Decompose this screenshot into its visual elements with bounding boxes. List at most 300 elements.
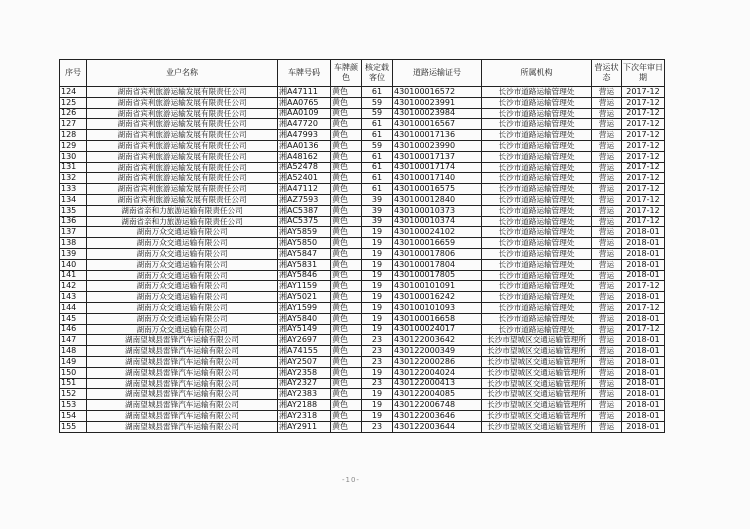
cell-plate-color: 黄色 [331,238,362,249]
cell-status: 营运 [592,421,622,432]
cell-company-name: 湖南万众交通运输有限公司 [87,324,278,335]
cell-seq: 130 [60,151,87,162]
cell-seat-count: 19 [362,367,393,378]
cell-review-date: 2018-01 [622,227,665,238]
table-body [60,87,665,433]
cell-plate-color: 黄色 [331,173,362,184]
cell-seq: 141 [60,270,87,281]
cell-plate-number: 湘A47720 [278,119,331,130]
cell-seat-count: 19 [362,389,393,400]
cell-organization: 长沙市道路运输管理处 [482,97,592,108]
table-row [60,421,665,432]
cell-seq: 155 [60,421,87,432]
cell-organization: 长沙市道路运输管理处 [482,292,592,303]
cell-permit-number: 430122006748 [393,400,482,411]
cell-seq: 135 [60,205,87,216]
cell-seat-count: 19 [362,259,393,270]
cell-seat-count: 39 [362,216,393,227]
cell-permit-number: 430100024102 [393,227,482,238]
cell-status: 营运 [592,410,622,421]
cell-review-date: 2017-12 [622,97,665,108]
cell-permit-number: 430100101091 [393,281,482,292]
cell-review-date: 2018-01 [622,259,665,270]
cell-seat-count: 19 [362,292,393,303]
table-row [60,292,665,303]
cell-plate-color: 黄色 [331,227,362,238]
cell-review-date: 2018-01 [622,270,665,281]
cell-organization: 长沙市望城区交通运输管理所 [482,400,592,411]
table-row [60,335,665,346]
cell-organization: 长沙市望城区交通运输管理所 [482,356,592,367]
cell-seq: 133 [60,184,87,195]
cell-permit-number: 430100023984 [393,108,482,119]
cell-seq: 143 [60,292,87,303]
cell-plate-color: 黄色 [331,216,362,227]
cell-plate-number: 湘AY2327 [278,378,331,389]
cell-status: 营运 [592,184,622,195]
header-permit: 道路运输证号 [393,60,482,87]
cell-review-date: 2017-12 [622,130,665,141]
cell-seq: 129 [60,140,87,151]
cell-plate-number: 湘AY5850 [278,238,331,249]
cell-status: 营运 [592,324,622,335]
cell-permit-number: 430122000349 [393,346,482,357]
cell-status: 营运 [592,313,622,324]
cell-permit-number: 430100016242 [393,292,482,303]
cell-plate-number: 湘AY5859 [278,227,331,238]
cell-plate-number: 湘AY5149 [278,324,331,335]
table-row [60,389,665,400]
cell-seq: 125 [60,97,87,108]
cell-plate-color: 黄色 [331,410,362,421]
cell-plate-color: 黄色 [331,389,362,400]
cell-organization: 长沙市道路运输管理处 [482,130,592,141]
cell-plate-number: 湘AY2911 [278,421,331,432]
table-row [60,259,665,270]
cell-plate-number: 湘AY1599 [278,302,331,313]
cell-company-name: 湖南省宾利旅游运输发展有限责任公司 [87,130,278,141]
cell-seq: 144 [60,302,87,313]
cell-company-name: 湖南省宾利旅游运输发展有限责任公司 [87,162,278,173]
cell-company-name: 湖南万众交通运输有限公司 [87,227,278,238]
cell-plate-color: 黄色 [331,248,362,259]
cell-company-name: 湖南省宾利旅游运输发展有限责任公司 [87,87,278,98]
cell-organization: 长沙市望城区交通运输管理所 [482,367,592,378]
cell-organization: 长沙市道路运输管理处 [482,205,592,216]
cell-organization: 长沙市道路运输管理处 [482,162,592,173]
cell-review-date: 2017-12 [622,108,665,119]
table-row [60,281,665,292]
cell-organization: 长沙市道路运输管理处 [482,173,592,184]
cell-status: 营运 [592,302,622,313]
cell-company-name: 湖南望城县雷锋汽车运输有限公司 [87,389,278,400]
cell-organization: 长沙市道路运输管理处 [482,119,592,130]
cell-status: 营运 [592,130,622,141]
cell-seat-count: 61 [362,87,393,98]
cell-review-date: 2018-01 [622,248,665,259]
cell-company-name: 湖南万众交通运输有限公司 [87,270,278,281]
cell-company-name: 湖南万众交通运输有限公司 [87,281,278,292]
cell-permit-number: 430100101093 [393,302,482,313]
cell-plate-color: 黄色 [331,270,362,281]
table-row [60,108,665,119]
header-name: 业户名称 [87,60,278,87]
cell-seat-count: 39 [362,194,393,205]
vehicle-table [59,59,665,433]
header-org: 所属机构 [482,60,592,87]
table-row [60,378,665,389]
cell-permit-number: 430100017136 [393,130,482,141]
cell-organization: 长沙市道路运输管理处 [482,194,592,205]
table-row [60,184,665,195]
cell-seat-count: 23 [362,378,393,389]
cell-plate-color: 黄色 [331,119,362,130]
cell-plate-number: 湘AY2188 [278,400,331,411]
cell-seq: 148 [60,346,87,357]
table-row [60,140,665,151]
cell-seq: 128 [60,130,87,141]
cell-review-date: 2018-01 [622,410,665,421]
cell-review-date: 2017-12 [622,216,665,227]
cell-plate-number: 湘AY2358 [278,367,331,378]
cell-status: 营运 [592,400,622,411]
cell-review-date: 2018-01 [622,356,665,367]
cell-review-date: 2018-01 [622,378,665,389]
cell-status: 营运 [592,227,622,238]
header-color: 车牌颜色 [331,60,362,87]
cell-seq: 139 [60,248,87,259]
cell-organization: 长沙市道路运输管理处 [482,313,592,324]
cell-seq: 146 [60,324,87,335]
cell-plate-color: 黄色 [331,378,362,389]
cell-company-name: 湖南省宾利旅游运输发展有限责任公司 [87,184,278,195]
cell-plate-color: 黄色 [331,292,362,303]
cell-seq: 138 [60,238,87,249]
cell-plate-number: 湘A52478 [278,162,331,173]
cell-organization: 长沙市道路运输管理处 [482,324,592,335]
cell-status: 营运 [592,87,622,98]
cell-organization: 长沙市道路运输管理处 [482,248,592,259]
cell-permit-number: 430100010374 [393,216,482,227]
cell-status: 营运 [592,119,622,130]
cell-organization: 长沙市道路运输管理处 [482,87,592,98]
cell-seat-count: 19 [362,313,393,324]
cell-status: 营运 [592,292,622,303]
cell-permit-number: 430100017805 [393,270,482,281]
cell-organization: 长沙市道路运输管理处 [482,238,592,249]
cell-status: 营运 [592,335,622,346]
cell-plate-color: 黄色 [331,184,362,195]
cell-plate-number: 湘AY1159 [278,281,331,292]
cell-organization: 长沙市道路运输管理处 [482,281,592,292]
header-plate: 车牌号码 [278,60,331,87]
cell-plate-number: 湘A74155 [278,346,331,357]
cell-plate-number: 湘A52401 [278,173,331,184]
cell-plate-number: 湘A47993 [278,130,331,141]
table-row [60,356,665,367]
cell-organization: 长沙市道路运输管理处 [482,151,592,162]
table-row [60,227,665,238]
cell-plate-color: 黄色 [331,87,362,98]
cell-plate-color: 黄色 [331,162,362,173]
cell-seat-count: 23 [362,421,393,432]
cell-permit-number: 430100023991 [393,97,482,108]
table-row [60,302,665,313]
cell-status: 营运 [592,389,622,400]
cell-seat-count: 23 [362,346,393,357]
cell-seq: 136 [60,216,87,227]
cell-plate-color: 黄色 [331,313,362,324]
cell-plate-color: 黄色 [331,281,362,292]
cell-plate-color: 黄色 [331,302,362,313]
cell-seq: 131 [60,162,87,173]
cell-status: 营运 [592,151,622,162]
cell-seat-count: 19 [362,302,393,313]
cell-plate-number: 湘AY5831 [278,259,331,270]
cell-company-name: 湖南望城县雷锋汽车运输有限公司 [87,367,278,378]
cell-company-name: 湖南省宾利旅游运输发展有限责任公司 [87,119,278,130]
cell-company-name: 湖南省亲和力旅游运输有限责任公司 [87,216,278,227]
cell-review-date: 2017-12 [622,162,665,173]
table-row [60,400,665,411]
cell-company-name: 湖南省宾利旅游运输发展有限责任公司 [87,108,278,119]
cell-plate-color: 黄色 [331,421,362,432]
cell-plate-number: 湘AY5847 [278,248,331,259]
cell-plate-number: 湘AA0109 [278,108,331,119]
cell-organization: 长沙市望城区交通运输管理所 [482,346,592,357]
table-row [60,205,665,216]
cell-status: 营运 [592,216,622,227]
cell-review-date: 2018-01 [622,335,665,346]
cell-review-date: 2017-12 [622,119,665,130]
cell-plate-number: 湘AY5840 [278,313,331,324]
cell-plate-number: 湘AY5846 [278,270,331,281]
cell-status: 营运 [592,194,622,205]
cell-plate-number: 湘AC5387 [278,205,331,216]
cell-seq: 126 [60,108,87,119]
cell-permit-number: 430122003642 [393,335,482,346]
cell-seq: 151 [60,378,87,389]
table-row [60,313,665,324]
cell-company-name: 湖南省宾利旅游运输发展有限责任公司 [87,140,278,151]
table-row [60,173,665,184]
cell-organization: 长沙市道路运输管理处 [482,227,592,238]
header-seq: 序号 [60,60,87,87]
cell-permit-number: 430122000286 [393,356,482,367]
cell-seat-count: 61 [362,162,393,173]
cell-company-name: 湖南万众交通运输有限公司 [87,292,278,303]
cell-review-date: 2018-01 [622,292,665,303]
cell-organization: 长沙市道路运输管理处 [482,140,592,151]
cell-status: 营运 [592,238,622,249]
cell-company-name: 湖南万众交通运输有限公司 [87,302,278,313]
cell-permit-number: 430100016659 [393,238,482,249]
cell-status: 营运 [592,259,622,270]
cell-plate-number: 湘A47112 [278,184,331,195]
cell-plate-number: 湘A47111 [278,87,331,98]
cell-seq: 150 [60,367,87,378]
cell-permit-number: 430100010373 [393,205,482,216]
cell-permit-number: 430100016572 [393,87,482,98]
cell-company-name: 湖南望城县雷锋汽车运输有限公司 [87,346,278,357]
table-row [60,130,665,141]
cell-seat-count: 19 [362,281,393,292]
cell-seat-count: 61 [362,184,393,195]
cell-review-date: 2018-01 [622,421,665,432]
cell-seq: 124 [60,87,87,98]
cell-organization: 长沙市望城区交通运输管理所 [482,335,592,346]
cell-permit-number: 430122003646 [393,410,482,421]
table-row [60,324,665,335]
cell-seat-count: 19 [362,410,393,421]
cell-organization: 长沙市道路运输管理处 [482,302,592,313]
cell-organization: 长沙市望城区交通运输管理所 [482,378,592,389]
cell-plate-color: 黄色 [331,151,362,162]
cell-plate-number: 湘A48162 [278,151,331,162]
cell-plate-number: 湘AY5021 [278,292,331,303]
cell-permit-number: 430100017140 [393,173,482,184]
cell-status: 营运 [592,270,622,281]
cell-review-date: 2018-01 [622,346,665,357]
cell-plate-number: 湘AZ7593 [278,194,331,205]
cell-seat-count: 19 [362,400,393,411]
table-row [60,248,665,259]
cell-seat-count: 61 [362,130,393,141]
cell-plate-number: 湘AA0136 [278,140,331,151]
cell-organization: 长沙市道路运输管理处 [482,216,592,227]
cell-plate-number: 湘AY2383 [278,389,331,400]
cell-review-date: 2017-12 [622,140,665,151]
cell-status: 营运 [592,173,622,184]
cell-review-date: 2018-01 [622,367,665,378]
cell-permit-number: 430122003644 [393,421,482,432]
cell-status: 营运 [592,205,622,216]
cell-plate-color: 黄色 [331,97,362,108]
cell-seq: 127 [60,119,87,130]
cell-plate-number: 湘AY2318 [278,410,331,421]
cell-seat-count: 61 [362,151,393,162]
cell-company-name: 湖南万众交通运输有限公司 [87,248,278,259]
cell-organization: 长沙市道路运输管理处 [482,184,592,195]
cell-seq: 145 [60,313,87,324]
cell-review-date: 2017-12 [622,205,665,216]
cell-plate-color: 黄色 [331,205,362,216]
table-row [60,87,665,98]
cell-status: 营运 [592,248,622,259]
cell-status: 营运 [592,378,622,389]
cell-seat-count: 23 [362,356,393,367]
cell-plate-color: 黄色 [331,259,362,270]
cell-seq: 142 [60,281,87,292]
cell-organization: 长沙市望城区交通运输管理所 [482,421,592,432]
cell-seq: 153 [60,400,87,411]
table-row [60,119,665,130]
header-status: 营运状态 [592,60,622,87]
cell-organization: 长沙市道路运输管理处 [482,259,592,270]
cell-permit-number: 430100016567 [393,119,482,130]
cell-company-name: 湖南省宾利旅游运输发展有限责任公司 [87,194,278,205]
table-row [60,346,665,357]
header-date: 下次年审日期 [622,60,665,87]
cell-organization: 长沙市望城区交通运输管理所 [482,410,592,421]
cell-seat-count: 59 [362,97,393,108]
cell-status: 营运 [592,281,622,292]
cell-plate-number: 湘AY2507 [278,356,331,367]
cell-permit-number: 430100023990 [393,140,482,151]
cell-seq: 132 [60,173,87,184]
cell-company-name: 湖南省宾利旅游运输发展有限责任公司 [87,97,278,108]
cell-seq: 137 [60,227,87,238]
cell-plate-color: 黄色 [331,335,362,346]
cell-review-date: 2018-01 [622,400,665,411]
table-row [60,162,665,173]
cell-seat-count: 61 [362,173,393,184]
cell-status: 营运 [592,367,622,378]
cell-permit-number: 430122004024 [393,367,482,378]
cell-organization: 长沙市道路运输管理处 [482,270,592,281]
cell-plate-number: 湘AC5375 [278,216,331,227]
cell-status: 营运 [592,97,622,108]
cell-company-name: 湖南望城县雷锋汽车运输有限公司 [87,410,278,421]
cell-company-name: 湖南望城县雷锋汽车运输有限公司 [87,378,278,389]
cell-review-date: 2018-01 [622,238,665,249]
cell-seat-count: 39 [362,205,393,216]
page-footer-mark: -10- [342,476,360,484]
cell-plate-number: 湘AA0765 [278,97,331,108]
cell-seat-count: 19 [362,324,393,335]
cell-seat-count: 59 [362,108,393,119]
cell-seat-count: 59 [362,140,393,151]
cell-company-name: 湖南万众交通运输有限公司 [87,238,278,249]
cell-plate-number: 湘AY2697 [278,335,331,346]
table-row [60,216,665,227]
cell-status: 营运 [592,162,622,173]
cell-review-date: 2017-12 [622,151,665,162]
cell-review-date: 2017-12 [622,302,665,313]
cell-permit-number: 430100017137 [393,151,482,162]
table-header-row [60,60,665,87]
cell-permit-number: 430100017806 [393,248,482,259]
cell-plate-color: 黄色 [331,130,362,141]
cell-permit-number: 430100016575 [393,184,482,195]
cell-review-date: 2018-01 [622,389,665,400]
cell-review-date: 2017-12 [622,194,665,205]
cell-seat-count: 19 [362,248,393,259]
cell-organization: 长沙市道路运输管理处 [482,108,592,119]
table-row [60,270,665,281]
table-row [60,238,665,249]
cell-company-name: 湖南望城县雷锋汽车运输有限公司 [87,356,278,367]
cell-seq: 134 [60,194,87,205]
cell-seq: 154 [60,410,87,421]
header-seats: 核定载客位 [362,60,393,87]
cell-plate-color: 黄色 [331,324,362,335]
cell-review-date: 2017-12 [622,184,665,195]
cell-status: 营运 [592,108,622,119]
cell-permit-number: 430100016658 [393,313,482,324]
cell-status: 营运 [592,140,622,151]
cell-seat-count: 61 [362,119,393,130]
cell-plate-color: 黄色 [331,346,362,357]
cell-seat-count: 23 [362,335,393,346]
cell-plate-color: 黄色 [331,140,362,151]
cell-seat-count: 19 [362,227,393,238]
cell-plate-color: 黄色 [331,356,362,367]
cell-company-name: 湖南万众交通运输有限公司 [87,259,278,270]
cell-review-date: 2018-01 [622,313,665,324]
cell-review-date: 2017-12 [622,281,665,292]
cell-permit-number: 430100017804 [393,259,482,270]
